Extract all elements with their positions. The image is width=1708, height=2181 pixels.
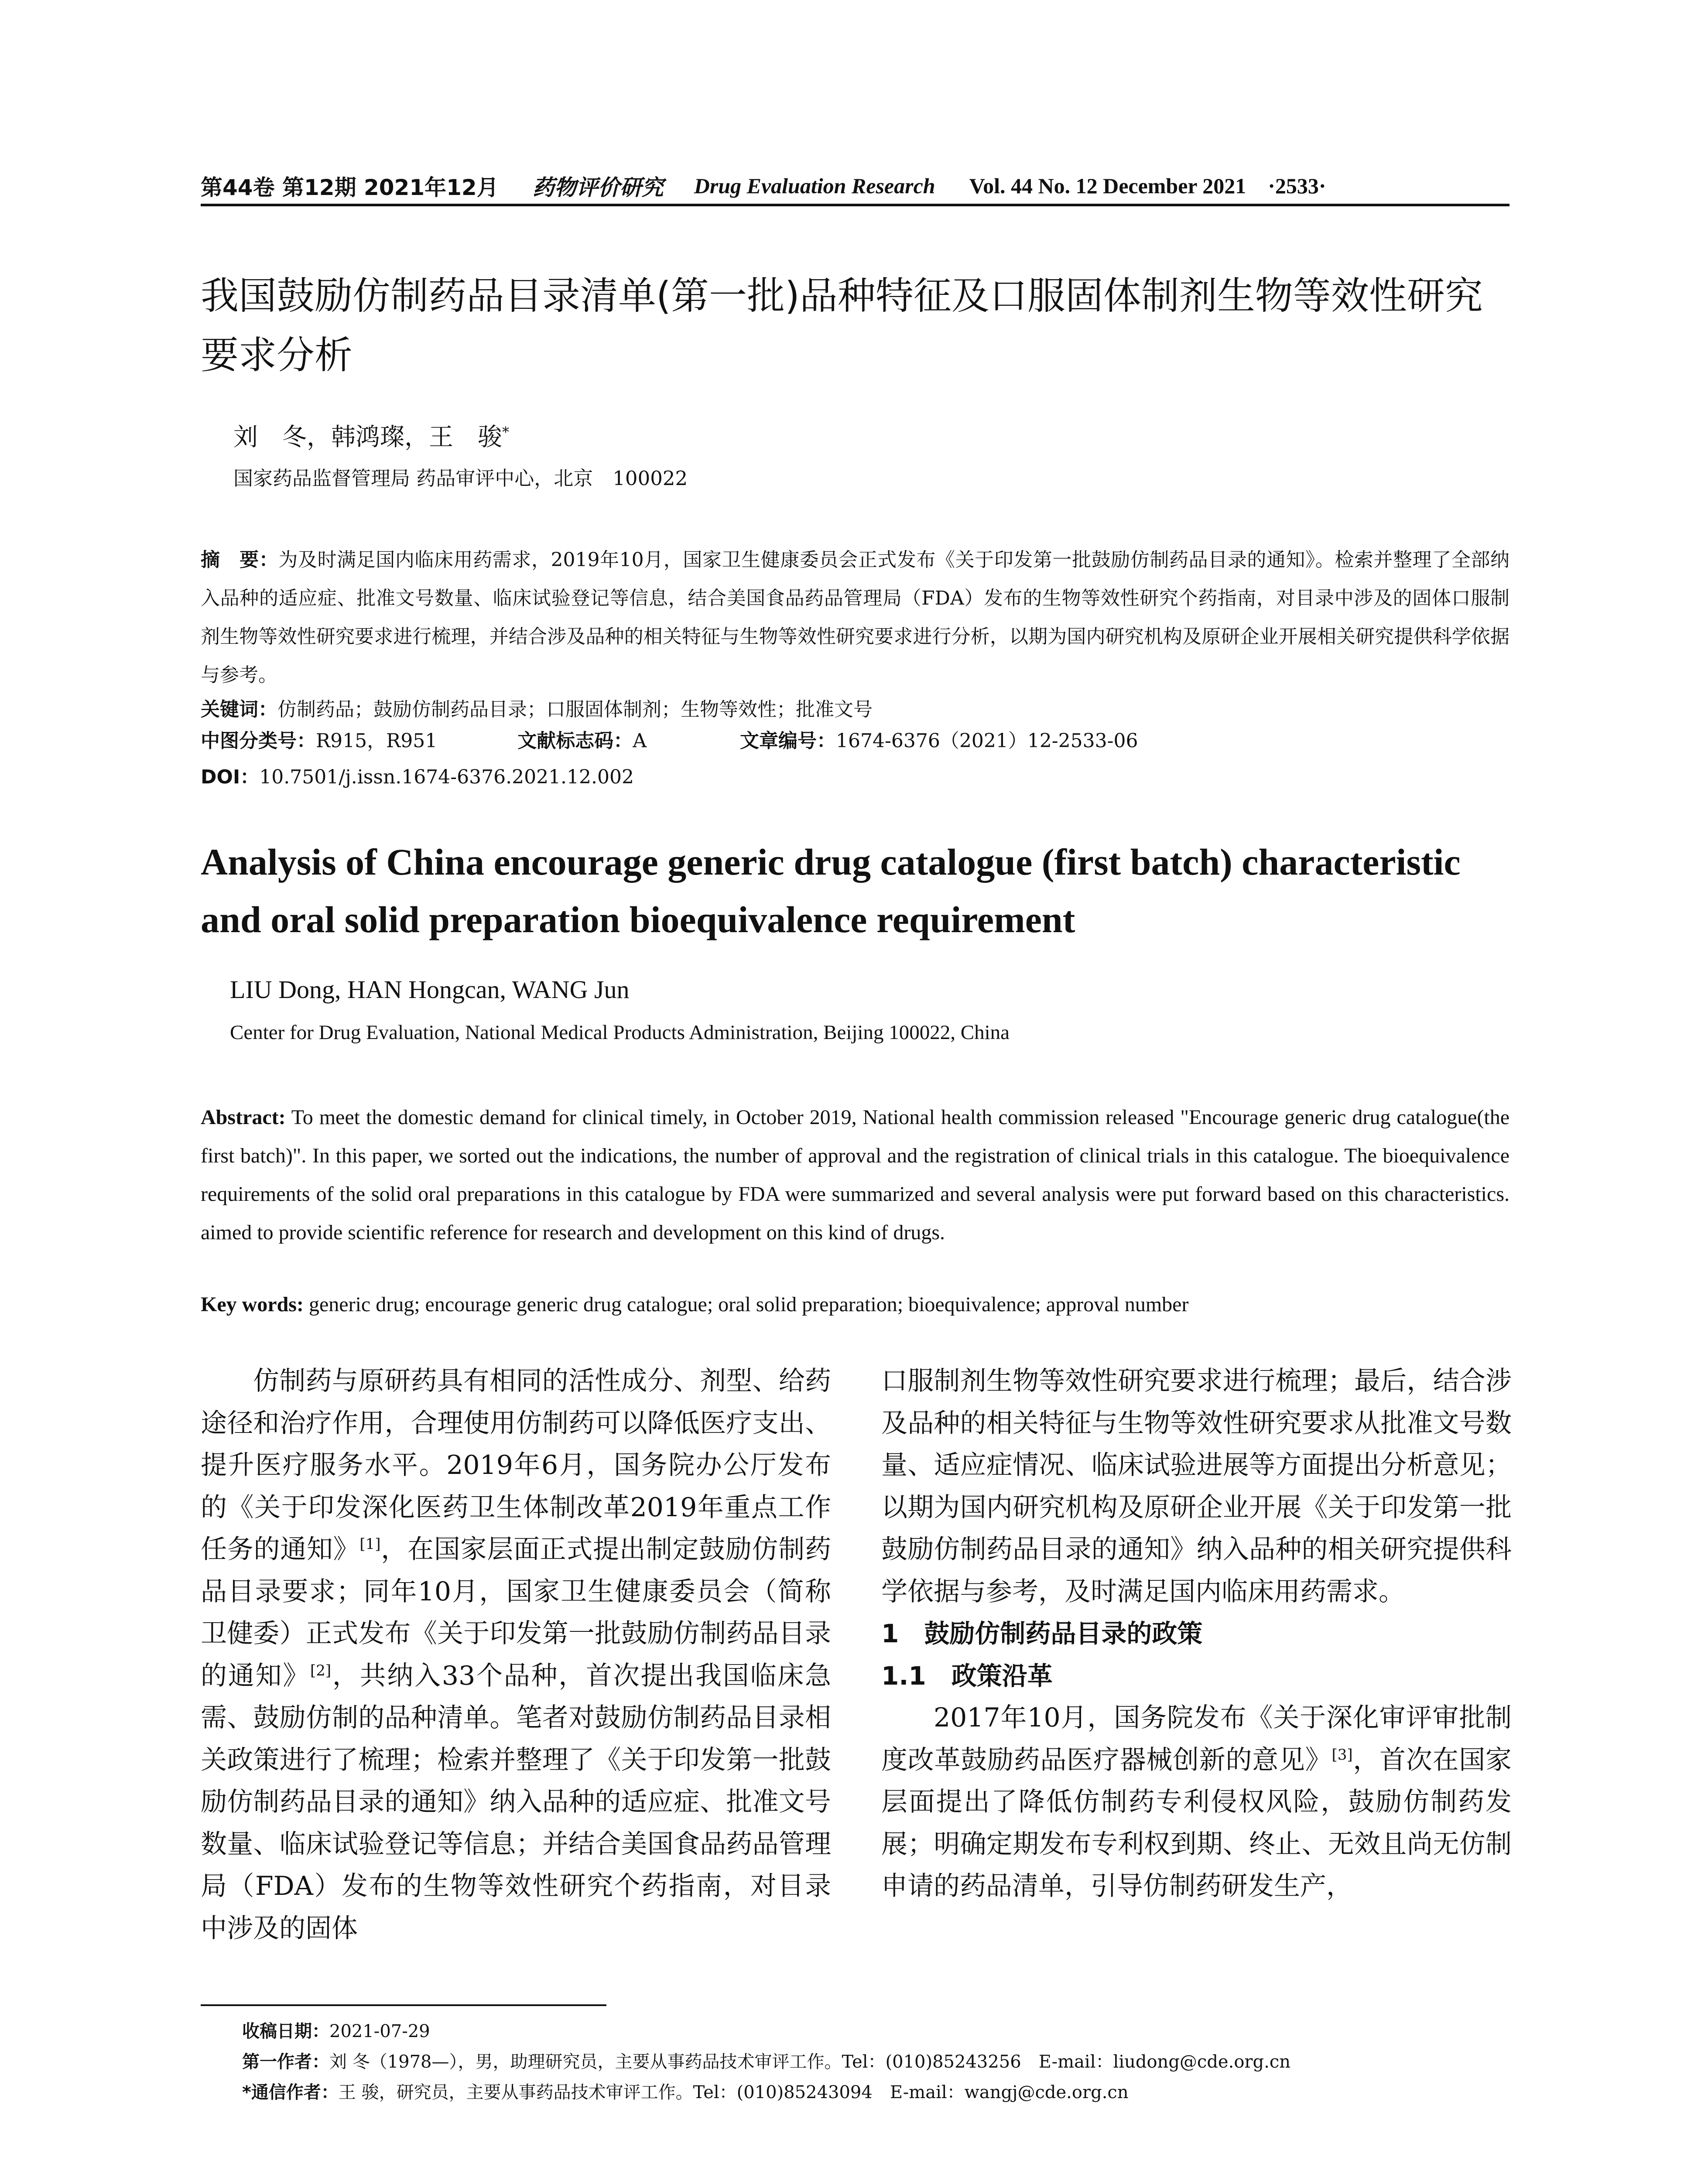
- corresponding-mark: *: [502, 424, 509, 441]
- corresponding-author-info: 王 骏，研究员，主要从事药品技术审评工作。Tel：(010)85243094 E-mail：wangj@cde.org.cn: [338, 2082, 1129, 2102]
- footnote-rule: [201, 2004, 606, 2006]
- chinese-abstract-text: 为及时满足国内临床用药需求，2019年10月，国家卫生健康委员会正式发布《关于印发第一批鼓励仿制药品目录的通知》。检索并整理了全部纳入品种的适应症、批准文号数量、临床试验登记等信息，结合美国食品药品管理局（FDA）发布的生物等效性研究个药指南，对目录中涉及的固体口服制剂生物等效性研究要求进行梳理，并结合涉及品种的相关特征与生物等效性研究要求进行分析，以期为国内研究机构及原研企业开展相关研究提供科学依据与参考。: [201, 549, 1509, 686]
- chinese-keywords-label: 关键词：: [201, 698, 277, 721]
- body-text: ，在国家层面正式提出制定鼓励仿制药品目录要求；同年10月，国家卫生健康委员会（简称卫健委）正式发布《关于印发第一批鼓励仿制药品目录的通知》: [201, 1534, 831, 1691]
- doi-value: 10.7501/j.issn.1674-6376.2021.12.002: [259, 766, 634, 788]
- clc-label: 中图分类号：: [201, 730, 316, 752]
- chinese-authors: [233, 418, 509, 453]
- article-number-label: 文章编号：: [740, 730, 836, 752]
- body-paragraph-1-continued: 口服制剂生物等效性研究要求进行梳理；最后，结合涉及品种的相关特征与生物等效性研究要求从批准文号数量、适应症情况、临床试验进展等方面提出分析意见；以期为国内研究机构及原研企业开展《关于印发第一批鼓励仿制药品目录的通知》纳入品种的相关研究提供科学依据与参考，及时满足国内临床用药需求。: [881, 1366, 1512, 1607]
- chinese-title: 我国鼓励仿制药品目录清单(第一批)品种特征及口服固体制剂生物等效性研究要求分析: [201, 273, 1483, 377]
- header-volume: Vol. 44 No. 12 December 2021: [969, 174, 1246, 198]
- journal-logo: 药物评价研究: [532, 174, 664, 200]
- doi-label: DOI：: [201, 766, 260, 788]
- doc-code-label: 文献标志码：: [517, 730, 633, 752]
- received-label: 收稿日期：: [242, 2021, 329, 2041]
- english-abstract-label: Abstract:: [201, 1106, 286, 1129]
- body-right-column: [881, 1360, 1512, 1908]
- first-author-label: 第一作者：: [242, 2052, 329, 2072]
- body-text: ，共纳入33个品种，首次提出我国临床急需、鼓励仿制的品种清单。笔者对鼓励仿制药品目录相关政策进行了梳理；检索并整理了《关于印发第一批鼓励仿制药品目录的通知》纳入品种的适应症、批准文号数量、临床试验登记等信息；并结合美国食品药品管理局（FDA）发布的生物等效性研究个药指南，对目录中涉及的固体: [201, 1660, 831, 1944]
- footnote-corresponding-author: [242, 2078, 1129, 2103]
- section-heading-1: 1 鼓励仿制药品目录的政策: [881, 1619, 1203, 1648]
- doc-code-value: A: [633, 730, 647, 752]
- header-issue: 第44卷 第12期 2021年12月: [201, 175, 499, 200]
- clc-value: R915，R951: [316, 730, 438, 752]
- header-page-number: ·2533·: [1268, 174, 1326, 198]
- chinese-abstract: [201, 541, 1509, 694]
- first-author-info: 刘 冬（1978—），男，助理研究员，主要从事药品技术审评工作。Tel：(010)85243256 E-mail：liudong@cde.org.cn: [329, 2052, 1291, 2072]
- body-paragraph-1: [201, 1360, 831, 1949]
- section-heading-1-1: 1.1 政策沿革: [881, 1661, 1053, 1691]
- english-keywords: [201, 1292, 1514, 1316]
- body-paragraph-2: [881, 1697, 1512, 1908]
- citation-3[interactable]: [3]: [1331, 1746, 1353, 1764]
- english-abstract: [201, 1098, 1509, 1252]
- body-left-column: [201, 1360, 831, 1949]
- chinese-keywords-text: 仿制药品；鼓励仿制药品目录；口服固体制剂；生物等效性；批准文号: [277, 698, 873, 721]
- chinese-keywords: [201, 694, 873, 721]
- classification-row: [201, 725, 1138, 753]
- english-keywords-text: generic drug; encourage generic drug catalogue; oral solid preparation; bioequivalence; approval number: [303, 1293, 1189, 1316]
- article-number-value: 1674-6376（2021）12-2533-06: [836, 730, 1138, 752]
- chinese-abstract-label: 摘 要：: [201, 549, 279, 571]
- corresponding-author-label: *通信作者：: [242, 2082, 339, 2102]
- header-journal-name: Drug Evaluation Research: [694, 174, 935, 198]
- body-text: 仿制药与原研药具有相同的活性成分、剂型、给药途径和治疗作用，合理使用仿制药可以降低医疗支出、提升医疗服务水平。2019年6月，国务院办公厅发布的《关于印发深化医药卫生体制改革2019年重点工作任务的通知》: [201, 1366, 831, 1565]
- chinese-affiliation: 国家药品监督管理局 药品审评中心，北京 100022: [233, 467, 688, 490]
- english-keywords-label: Key words:: [201, 1293, 304, 1316]
- footnote-first-author: [242, 2048, 1290, 2073]
- running-header: [201, 168, 1509, 204]
- english-affiliation: Center for Drug Evaluation, National Medical Products Administration, Beijing 100022, China: [230, 1021, 1010, 1044]
- doi-row: [201, 761, 634, 789]
- citation-2[interactable]: [2]: [310, 1661, 332, 1679]
- english-abstract-text: To meet the domestic demand for clinical timely, in October 2019, National health commission released "Encourage generic drug catalogue(the first batch)". In this paper, we sorted out the indications, the number of approval and the registration of clinical trials in this catalogue. The bioequivalence requirements of the solid oral preparations in this catalogue by FDA were summarized and several analysis were put forward based on this characteristics. aimed to provide scientific reference for research and development on this kind of drugs.: [201, 1106, 1509, 1244]
- body-text: 2017年10月，国务院发布《关于深化审评审批制度改革鼓励药品医疗器械创新的意见》: [881, 1702, 1512, 1775]
- received-date: 2021-07-29: [329, 2021, 430, 2041]
- english-title: Analysis of China encourage generic drug catalogue (first batch) characteristic and oral solid preparation bioequivalence requirement: [201, 841, 1461, 940]
- body-text: ，首次在国家层面提出了降低仿制药专利侵权风险，鼓励仿制药发展；明确定期发布专利权到期、终止、无效且尚无仿制申请的药品清单，引导仿制药研发生产，: [881, 1744, 1512, 1901]
- footnote-received: [242, 2017, 430, 2042]
- header-rule: [201, 204, 1509, 206]
- chinese-author-names: 刘 冬，韩鸿璨，王 骏: [233, 423, 502, 451]
- citation-1[interactable]: [1]: [359, 1535, 381, 1553]
- english-authors: LIU Dong, HAN Hongcan, WANG Jun: [230, 975, 630, 1004]
